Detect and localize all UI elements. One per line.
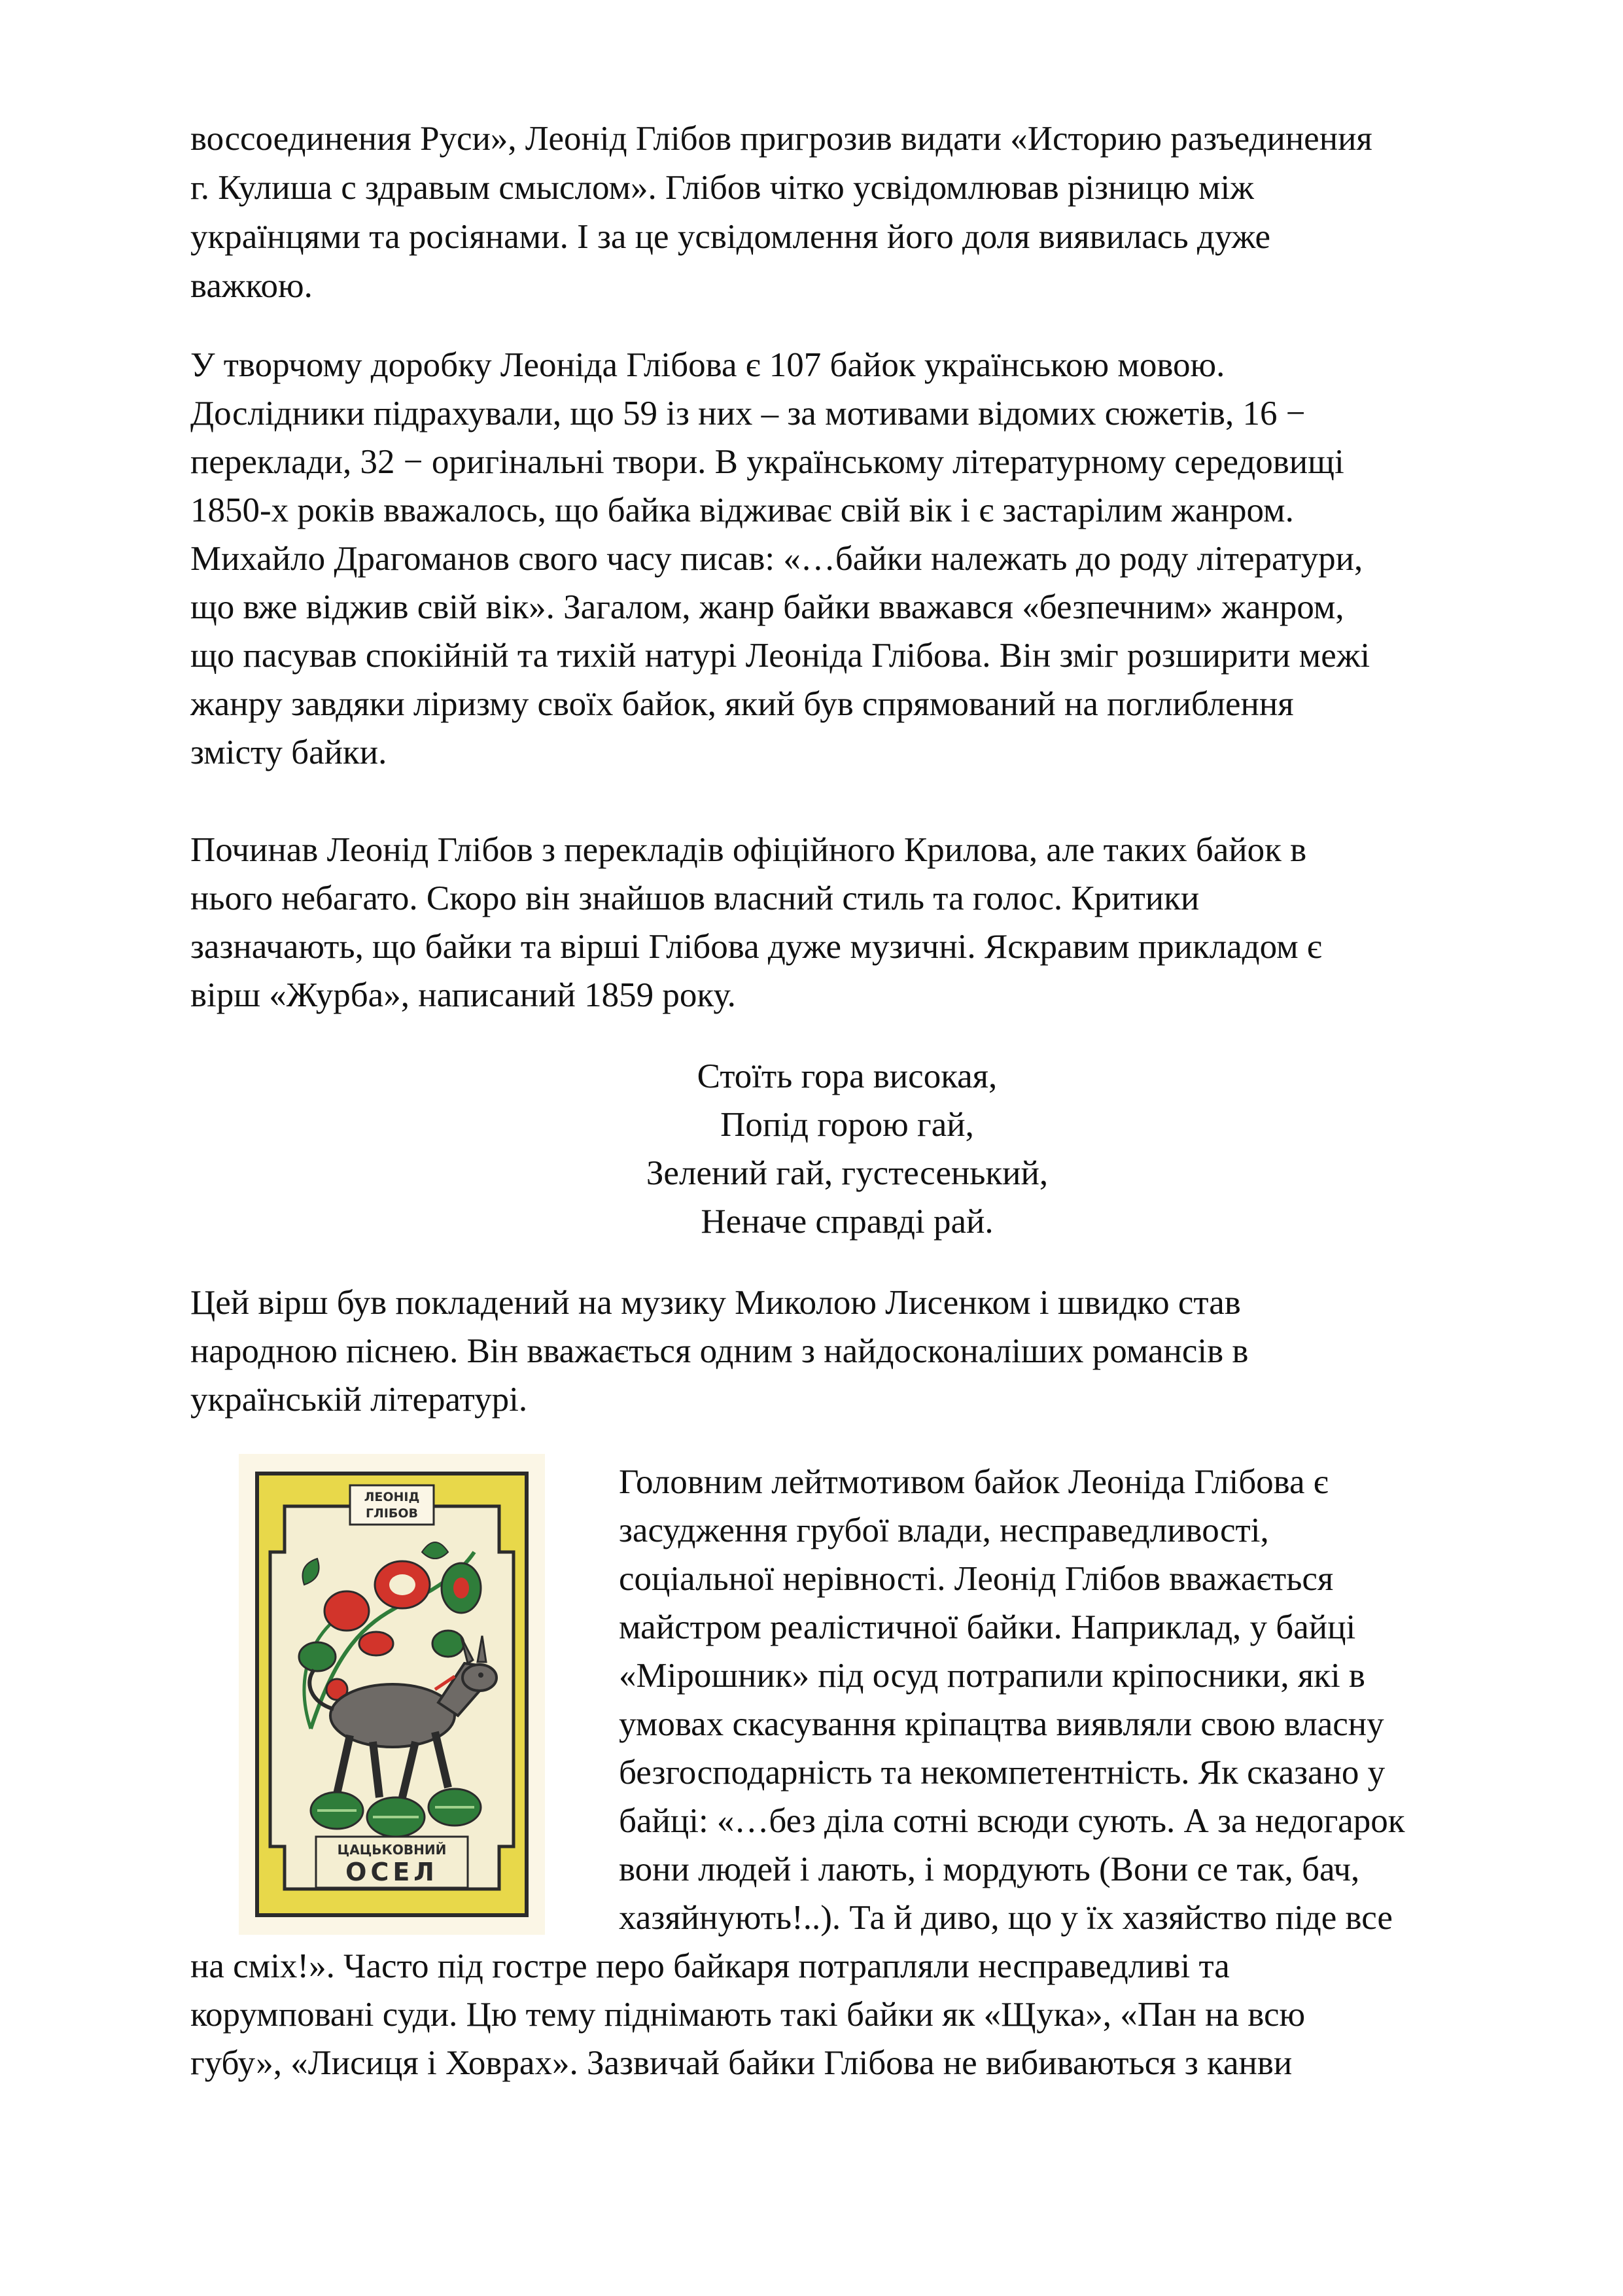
paragraph-3-line: Починав Леонід Глібов з перекладів офіційного Крилова, але таких байок в	[190, 831, 1307, 869]
paragraph-2-line: 1850-х років вважалось, що байка відживає свій вік і є застарілим жанром.	[190, 491, 1294, 529]
paragraph-1-line: воссоединения Руси», Леонід Глібов пригрозив видати «Историю разъединения	[190, 120, 1372, 158]
verse-line: Неначе справді рай.	[701, 1203, 994, 1241]
paragraph-2-line: що вже віджив свій вік». Загалом, жанр байки вважався «безпечним» жанром,	[190, 588, 1344, 626]
paragraph-5-line: Головним лейтмотивом байок Леоніда Глібова є	[619, 1463, 1329, 1501]
paragraph-5-line: умовах скасування кріпацтва виявляли свою власну	[619, 1705, 1384, 1743]
paragraph-5-line: губу», «Лисиця і Ховрах». Зазвичай байки Глібова не вибиваються з канви	[190, 2044, 1293, 2082]
paragraph-1-line: українцями та росіянами. І за це усвідомлення його доля виявилась дуже	[190, 218, 1271, 256]
paragraph-1-line: важкою.	[190, 267, 313, 305]
verse-line: Попід горою гай,	[720, 1106, 974, 1144]
verse-line: Стоїть гора високая,	[697, 1057, 998, 1095]
paragraph-3-line: нього небагато. Скоро він знайшов власний стиль та голос. Критики	[190, 879, 1200, 917]
paragraph-2-line: що пасував спокійній та тихій натурі Леоніда Глібова. Він зміг розширити межі	[190, 637, 1370, 675]
paragraph-2-line: У творчому доробку Леоніда Глібова є 107 байок українською мовою.	[190, 346, 1225, 384]
paragraph-2-line: переклади, 32 − оригінальні твори. В українському літературному середовищі	[190, 443, 1344, 481]
paragraph-2-line: жанру завдяки ліризму своїх байок, який був спрямований на поглиблення	[190, 685, 1294, 723]
paragraph-5-line: на сміх!». Часто під гостре перо байкаря потрапляли несправедливі та	[190, 1947, 1230, 1985]
cover-title-line-1: ЦАЦЬКОВНИЙ	[337, 1842, 447, 1858]
paragraph-4-line: народною піснею. Він вважається одним з найдосконаліших романсів в	[190, 1332, 1249, 1370]
book-cover-illustration	[239, 1454, 545, 1935]
paragraph-5-line: засудження грубої влади, несправедливості,	[619, 1511, 1269, 1549]
paragraph-2-line: Дослідники підрахували, що 59 із них – за мотивами відомих сюжетів, 16 −	[190, 395, 1306, 433]
cover-title-line-2: ОСЕЛ	[345, 1858, 438, 1886]
paragraph-5-line: «Мірошник» під осуд потрапили кріпосники, які в	[619, 1657, 1365, 1695]
paragraph-1-line: г. Кулиша с здравым смыслом». Глібов чітко усвідомлював різницю між	[190, 169, 1254, 207]
paragraph-4-line: українській літературі.	[190, 1381, 528, 1419]
book-cover-image	[239, 1454, 545, 1935]
paragraph-5-line: вони людей і лають, і мордують (Вони се так, бач,	[619, 1850, 1360, 1888]
paragraph-3-line: зазначають, що байки та вірші Глібова дуже музичні. Яскравим прикладом є	[190, 928, 1322, 966]
paragraph-5-line: майстром реалістичної байки. Наприклад, у байці	[619, 1608, 1356, 1646]
paragraph-5-line: хазяйнують!..). Та й диво, що у їх хазяйство піде все	[619, 1899, 1393, 1937]
cover-author-line-2: ГЛІБОВ	[365, 1506, 419, 1521]
paragraph-5-line: корумповані суди. Цю тему піднімають такі байки як «Щука», «Пан на всю	[190, 1996, 1306, 2034]
paragraph-4-line: Цей вірш був покладений на музику Миколою Лисенком і швидко став	[190, 1284, 1241, 1322]
paragraph-5-line: безгосподарність та некомпетентність. Як сказано у	[619, 1754, 1386, 1792]
paragraph-2-line: Михайло Драгоманов свого часу писав: «…байки належать до роду літератури,	[190, 540, 1363, 578]
paragraph-5-line: соціальної нерівності. Леонід Глібов вважається	[619, 1560, 1334, 1598]
paragraph-5-line: байці: «…без діла сотні всюди сують. А за недогарок	[619, 1802, 1405, 1840]
verse-line: Зелений гай, густесенький,	[646, 1154, 1049, 1192]
paragraph-2-line: змісту байки.	[190, 733, 387, 771]
paragraph-3-line: вірш «Журба», написаний 1859 року.	[190, 976, 736, 1014]
cover-author-line-1: ЛЕОНІД	[364, 1490, 420, 1504]
